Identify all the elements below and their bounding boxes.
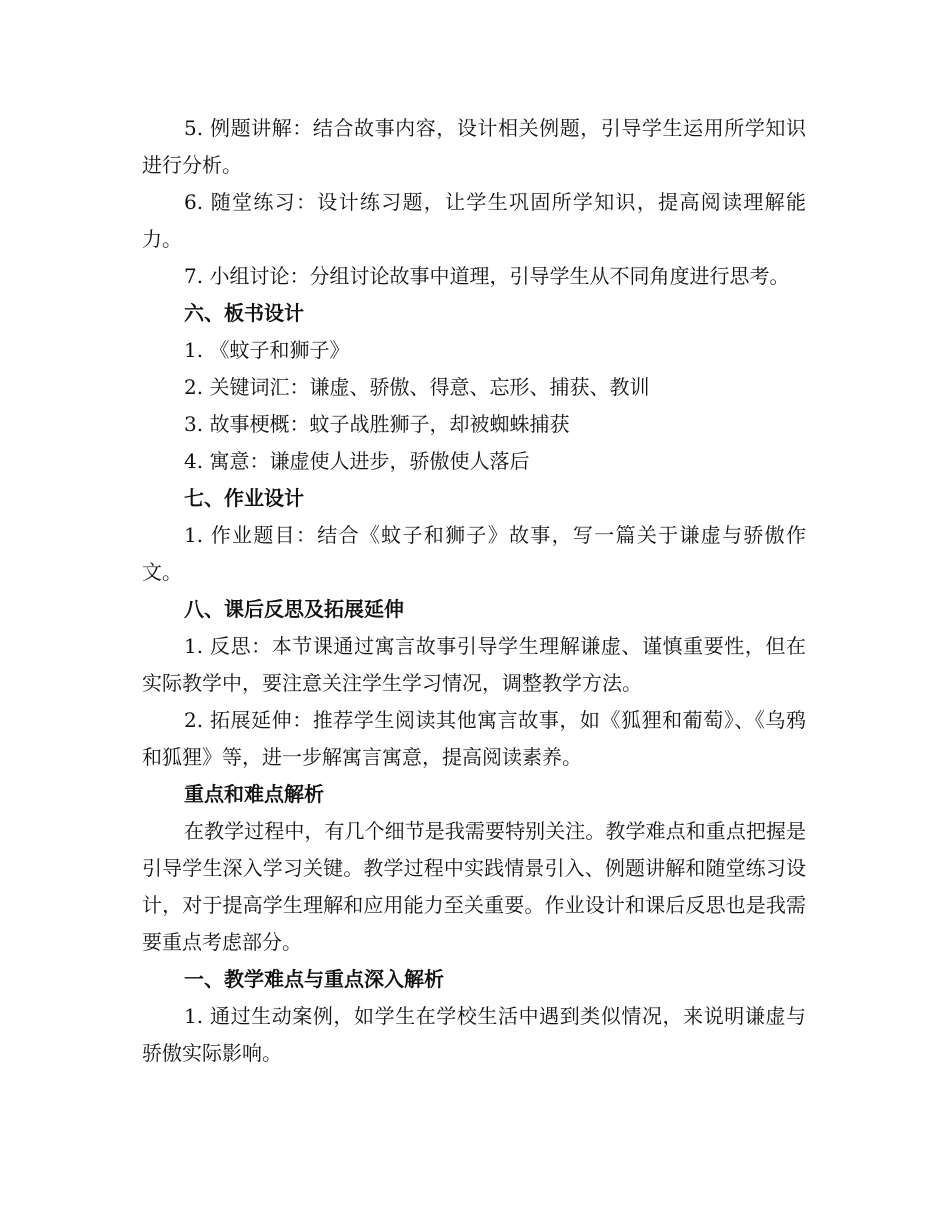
paragraph-board-moral: 4. 寓意：谦虚使人进步，骄傲使人落后 [184, 449, 530, 473]
paragraph-example-explanation: 5. 例题讲解：结合故事内容，设计相关例题，引导学生运用所学知识进行分析。 [142, 116, 806, 177]
heading-blackboard-design: 六、板书设计 [184, 301, 304, 325]
paragraph-board-title: 1. 《蚊子和狮子》 [184, 338, 350, 362]
document-body [142, 110, 806, 1072]
heading-homework-design: 七、作业设计 [184, 486, 304, 510]
paragraph-board-keywords: 2. 关键词汇：谦虚、骄傲、得意、忘形、捕获、教训 [184, 375, 650, 399]
paragraph-board-summary: 3. 故事梗概：蚊子战胜狮子，却被蜘蛛捕获 [184, 412, 570, 436]
heading-key-difficult-points: 重点和难点解析 [184, 782, 324, 806]
paragraph-extension: 2. 拓展延伸：推荐学生阅读其他寓言故事，如《狐狸和葡萄》、《乌鸦和狐狸》等，进一步解寓言寓意，提高阅读素养。 [142, 708, 806, 769]
heading-reflection-extension: 八、课后反思及拓展延伸 [184, 597, 404, 621]
heading-difficulty-analysis: 一、教学难点与重点深入解析 [184, 967, 444, 991]
paragraph-in-class-practice: 6. 随堂练习：设计练习题，让学生巩固所学知识，提高阅读理解能力。 [142, 190, 806, 251]
paragraph-case-study: 1. 通过生动案例，如学生在学校生活中遇到类似情况，来说明谦虚与骄傲实际影响。 [142, 1004, 806, 1065]
paragraph-reflection: 1. 反思：本节课通过寓言故事引导学生理解谦虚、谨慎重要性，但在实际教学中，要注意关注学生学习情况，调整教学方法。 [142, 634, 806, 695]
paragraph-teaching-details: 在教学过程中，有几个细节是我需要特别关注。教学难点和重点把握是引导学生深入学习关键。教学过程中实践情景引入、例题讲解和随堂练习设计，对于提高学生理解和应用能力至关重要。作业设计和课后反思也是我需要重点考虑部分。 [142, 819, 806, 954]
paragraph-group-discussion: 7. 小组讨论：分组讨论故事中道理，引导学生从不同角度进行思考。 [184, 264, 790, 288]
paragraph-homework-topic: 1. 作业题目：结合《蚊子和狮子》故事，写一篇关于谦虚与骄傲作文。 [142, 523, 806, 584]
